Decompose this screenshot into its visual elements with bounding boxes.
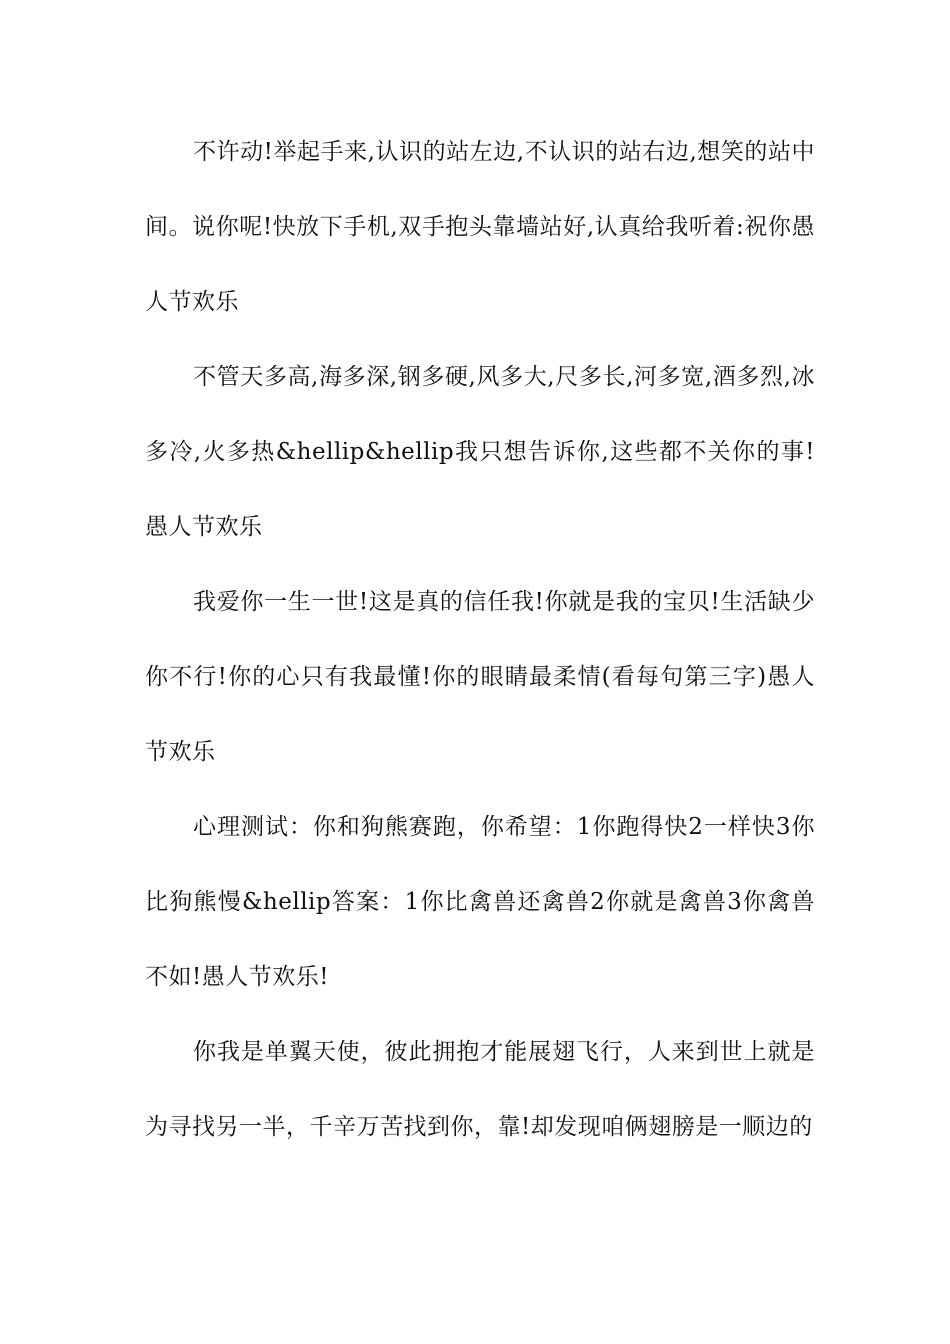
paragraph: 不管天多高,海多深,钢多硬,风多大,尺多长,河多宽,酒多烈,冰多冷,火多热&hellip&hellip我只想告诉你,这些都不关你的事!愚人节欢乐 xyxy=(145,364,815,540)
paragraph: 你我是单翼天使，彼此拥抱才能展翅飞行，人来到世上就是为寻找另一半，千辛万苦找到你，靠!却发现咱俩翅膀是一顺边的 xyxy=(145,1039,815,1140)
paragraph: 心理测试：你和狗熊赛跑，你希望：1你跑得快2一样快3你比狗熊慢&hellip答案：1你比禽兽还禽兽2你就是禽兽3你禽兽不如!愚人节欢乐! xyxy=(145,814,815,990)
paragraph: 我爱你一生一世!这是真的信任我!你就是我的宝贝!生活缺少你不行!你的心只有我最懂!你的眼睛最柔情(看每句第三字)愚人节欢乐 xyxy=(145,589,815,765)
paragraph: 不许动!举起手来,认识的站左边,不认识的站右边,想笑的站中间。说你呢!快放下手机,双手抱头靠墙站好,认真给我听着:祝你愚人节欢乐 xyxy=(145,139,815,315)
